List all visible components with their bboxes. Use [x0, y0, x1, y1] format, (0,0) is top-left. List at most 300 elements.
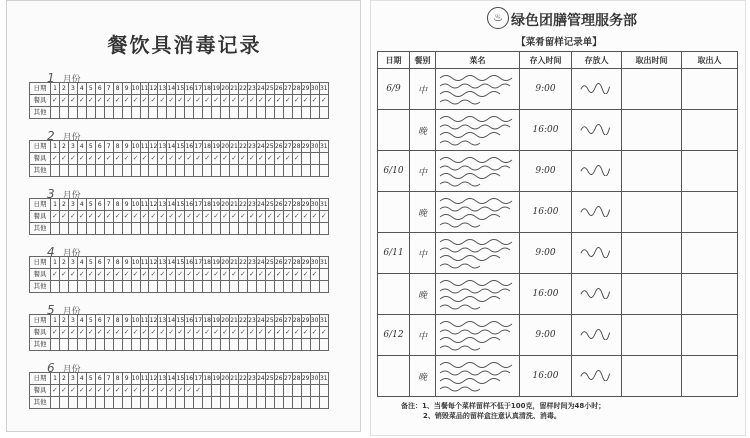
table-row [378, 274, 738, 315]
tick-cell [176, 153, 185, 165]
other-cell [247, 107, 256, 119]
tick-cell [122, 153, 131, 165]
day-number: 16 [185, 315, 194, 327]
day-number: 7 [104, 257, 113, 269]
check-mark-icon: ✓ [311, 212, 318, 220]
day-number: 10 [131, 373, 140, 385]
other-cell [274, 397, 283, 409]
day-number: 12 [149, 257, 158, 269]
month-number: 1 [47, 71, 55, 85]
row-label: 餐具 [30, 269, 51, 281]
check-mark-icon: ✓ [123, 386, 130, 394]
day-number: 8 [113, 373, 122, 385]
check-mark-icon: ✓ [96, 212, 103, 220]
tick-cell [274, 269, 283, 281]
check-mark-icon: ✓ [52, 328, 58, 336]
tick-cell [149, 153, 158, 165]
other-cell [122, 223, 131, 235]
grid-row [30, 165, 329, 177]
taker-cell [682, 274, 738, 315]
check-mark-icon: ✓ [159, 154, 166, 162]
other-cell [113, 281, 122, 293]
tick-cell [68, 153, 77, 165]
tick-cell [158, 327, 167, 339]
day-number: 22 [239, 257, 248, 269]
other-cell [86, 107, 95, 119]
check-mark-icon: ✓ [240, 212, 246, 220]
date-cell [378, 274, 410, 315]
check-mark-icon: ✓ [132, 154, 139, 162]
time-out-cell [622, 315, 682, 356]
tick-cell [301, 95, 310, 107]
tick-cell [274, 95, 283, 107]
tick-cell [131, 269, 140, 281]
other-cell [265, 223, 274, 235]
other-cell [167, 339, 176, 351]
tick-cell [230, 269, 239, 281]
dish-name-cell [436, 192, 520, 233]
day-number: 22 [239, 373, 248, 385]
grid-row [30, 83, 329, 95]
check-mark-icon: ✓ [293, 328, 300, 336]
tick-cell [212, 95, 221, 107]
other-cell [149, 107, 158, 119]
tick-cell [194, 385, 203, 397]
other-cell [212, 165, 221, 177]
check-mark-icon: ✓ [52, 96, 58, 104]
other-cell [203, 397, 212, 409]
tick-cell [221, 327, 230, 339]
check-mark-icon: ✓ [284, 212, 291, 220]
check-mark-icon: ✓ [249, 96, 255, 104]
other-cell [149, 397, 158, 409]
other-cell [185, 281, 194, 293]
check-mark-icon: ✓ [186, 386, 193, 394]
day-number: 13 [158, 373, 167, 385]
day-number: 22 [239, 141, 248, 153]
tick-cell [131, 95, 140, 107]
tick-cell [167, 327, 176, 339]
note-line: 2、销毁菜品的留样盒注意认真清洗、消毒。 [423, 412, 561, 420]
other-cell [319, 339, 328, 351]
tick-cell [185, 95, 194, 107]
check-mark-icon: ✓ [275, 154, 282, 162]
other-cell [77, 223, 86, 235]
other-cell [239, 107, 248, 119]
time-in-cell: 9:00 [520, 69, 572, 110]
time-out-cell [622, 192, 682, 233]
taker-cell [682, 192, 738, 233]
month-suffix: 月份 [62, 365, 81, 375]
form-notes [401, 401, 605, 421]
tick-cell [194, 327, 203, 339]
storer-cell [572, 151, 622, 192]
day-number: 8 [113, 199, 122, 211]
check-mark-icon: ✓ [87, 386, 94, 394]
day-number: 6 [95, 141, 104, 153]
time-out-cell [622, 151, 682, 192]
day-number: 2 [59, 199, 68, 211]
other-cell [185, 165, 194, 177]
storer-cell [572, 274, 622, 315]
check-mark-icon: ✓ [159, 386, 166, 394]
other-cell [292, 339, 301, 351]
month-suffix: 月份 [62, 249, 81, 259]
other-cell [274, 339, 283, 351]
check-mark-icon: ✓ [78, 386, 85, 394]
other-cell [319, 107, 328, 119]
other-cell [212, 107, 221, 119]
column-header: 存入时间 [520, 52, 572, 69]
other-cell [140, 339, 149, 351]
check-mark-icon: ✓ [302, 270, 309, 278]
other-cell [221, 281, 230, 293]
day-number: 19 [212, 199, 221, 211]
other-cell [247, 339, 256, 351]
other-cell [194, 223, 203, 235]
day-number: 4 [77, 373, 86, 385]
day-number: 24 [256, 315, 265, 327]
day-number: 6 [95, 199, 104, 211]
check-mark-icon: ✓ [257, 328, 264, 336]
tick-cell [239, 211, 248, 223]
day-number: 25 [265, 373, 274, 385]
other-cell [113, 339, 122, 351]
other-cell [310, 107, 319, 119]
day-number: 30 [310, 257, 319, 269]
day-number: 26 [274, 257, 283, 269]
check-mark-icon: ✓ [213, 154, 220, 162]
other-cell [239, 165, 248, 177]
check-mark-icon: ✓ [132, 96, 139, 104]
date-cell: 6/9 [378, 69, 410, 110]
storer-cell [572, 356, 622, 397]
check-mark-icon: ✓ [186, 154, 193, 162]
other-cell [113, 107, 122, 119]
tick-cell [221, 385, 230, 397]
day-number: 27 [283, 199, 292, 211]
other-cell [239, 397, 248, 409]
check-mark-icon: ✓ [249, 270, 255, 278]
tick-cell [221, 211, 230, 223]
day-number: 13 [158, 141, 167, 153]
tick-cell [140, 95, 149, 107]
check-mark-icon: ✓ [213, 96, 220, 104]
check-mark-icon: ✓ [52, 386, 58, 394]
other-cell [59, 165, 68, 177]
handwriting-scribble [438, 72, 516, 106]
other-cell [221, 107, 230, 119]
check-mark-icon: ✓ [177, 328, 184, 336]
tick-cell [283, 211, 292, 223]
check-mark-icon: ✓ [114, 212, 121, 220]
day-number: 21 [230, 83, 239, 95]
other-cell [194, 107, 203, 119]
tick-cell [149, 269, 158, 281]
day-number: 19 [212, 315, 221, 327]
check-mark-icon: ✓ [284, 270, 291, 278]
row-label: 餐具 [30, 385, 51, 397]
check-mark-icon: ✓ [266, 154, 273, 162]
day-number: 18 [203, 373, 212, 385]
tick-cell [59, 153, 68, 165]
check-mark-icon: ✓ [302, 212, 309, 220]
check-mark-icon: ✓ [123, 96, 130, 104]
tick-cell [140, 153, 149, 165]
time-in-cell: 16:00 [520, 110, 572, 151]
day-number: 24 [256, 373, 265, 385]
check-mark-icon: ✓ [293, 154, 300, 162]
dish-name-cell [436, 233, 520, 274]
check-mark-icon: ✓ [141, 270, 148, 278]
other-cell [319, 223, 328, 235]
other-cell [319, 165, 328, 177]
day-number: 20 [221, 83, 230, 95]
tick-cell [203, 269, 212, 281]
taker-cell [682, 233, 738, 274]
department-title: 绿色团膳管理服务部 [511, 13, 637, 29]
tick-cell [77, 211, 86, 223]
other-cell [158, 281, 167, 293]
check-mark-icon: ✓ [123, 328, 130, 336]
tick-cell [230, 211, 239, 223]
grid-row [30, 95, 329, 107]
day-number: 7 [104, 83, 113, 95]
other-cell [230, 165, 239, 177]
tick-cell [203, 211, 212, 223]
day-number: 9 [122, 199, 131, 211]
day-number: 7 [104, 373, 113, 385]
check-mark-icon: ✓ [186, 270, 193, 278]
other-cell [86, 165, 95, 177]
other-cell [230, 107, 239, 119]
time-in-cell: 9:00 [520, 233, 572, 274]
other-cell [319, 281, 328, 293]
check-mark-icon: ✓ [240, 154, 246, 162]
tick-cell [59, 269, 68, 281]
tick-cell [319, 153, 328, 165]
other-cell [265, 165, 274, 177]
handwriting-scribble [438, 154, 516, 188]
day-number: 7 [104, 141, 113, 153]
day-number: 31 [319, 199, 328, 211]
check-mark-icon: ✓ [132, 212, 139, 220]
other-cell [283, 107, 292, 119]
check-mark-icon: ✓ [132, 270, 139, 278]
table-row [378, 192, 738, 233]
day-number: 6 [95, 373, 104, 385]
check-mark-icon: ✓ [168, 270, 175, 278]
tick-cell [283, 385, 292, 397]
tick-cell [239, 327, 248, 339]
check-mark-icon: ✓ [231, 328, 237, 336]
other-cell [95, 107, 104, 119]
tick-cell [51, 211, 60, 223]
day-number: 17 [194, 83, 203, 95]
grid-row [30, 107, 329, 119]
day-number: 11 [140, 83, 149, 95]
date-cell [378, 110, 410, 151]
day-number: 9 [122, 315, 131, 327]
day-number: 20 [221, 199, 230, 211]
day-number: 20 [221, 257, 230, 269]
day-number: 26 [274, 199, 283, 211]
day-number: 22 [239, 83, 248, 95]
tick-cell [256, 385, 265, 397]
grid-row [30, 281, 329, 293]
other-cell [77, 339, 86, 351]
day-number: 23 [247, 83, 256, 95]
other-cell [176, 223, 185, 235]
day-number: 29 [301, 315, 310, 327]
tick-cell [59, 327, 68, 339]
tick-cell [230, 327, 239, 339]
other-cell [221, 223, 230, 235]
day-number: 12 [149, 373, 158, 385]
day-number: 25 [265, 141, 274, 153]
tick-cell [247, 269, 256, 281]
check-mark-icon: ✓ [240, 328, 246, 336]
check-mark-icon: ✓ [105, 96, 112, 104]
tick-cell [167, 211, 176, 223]
month-grid [29, 314, 329, 351]
day-number: 18 [203, 315, 212, 327]
taker-cell [682, 69, 738, 110]
tick-cell [113, 385, 122, 397]
other-cell [310, 281, 319, 293]
tick-cell [77, 269, 86, 281]
other-cell [301, 107, 310, 119]
tick-cell [140, 327, 149, 339]
tick-cell [104, 95, 113, 107]
day-number: 23 [247, 373, 256, 385]
tick-cell [319, 211, 328, 223]
time-out-cell [622, 110, 682, 151]
check-mark-icon: ✓ [141, 212, 148, 220]
day-number: 28 [292, 315, 301, 327]
other-cell [95, 397, 104, 409]
row-label: 日期 [30, 257, 51, 269]
other-cell [230, 281, 239, 293]
grid-row [30, 269, 329, 281]
month-grid [29, 82, 329, 119]
other-cell [283, 165, 292, 177]
day-number: 9 [122, 373, 131, 385]
tick-cell [113, 269, 122, 281]
other-cell [256, 339, 265, 351]
tick-cell [68, 211, 77, 223]
day-number: 7 [104, 315, 113, 327]
check-mark-icon: ✓ [87, 328, 94, 336]
tick-cell [95, 211, 104, 223]
tick-cell [310, 269, 319, 281]
day-number: 12 [149, 83, 158, 95]
other-cell [122, 397, 131, 409]
tick-cell [167, 269, 176, 281]
other-cell [167, 397, 176, 409]
grid-row [30, 385, 329, 397]
tick-cell [283, 269, 292, 281]
check-mark-icon: ✓ [204, 212, 211, 220]
check-mark-icon: ✓ [150, 386, 157, 394]
day-number: 18 [203, 257, 212, 269]
check-mark-icon: ✓ [186, 212, 193, 220]
day-number: 4 [77, 257, 86, 269]
other-cell [230, 339, 239, 351]
check-mark-icon: ✓ [69, 96, 76, 104]
meal-cell: 中 [410, 151, 436, 192]
check-mark-icon: ✓ [266, 212, 273, 220]
other-cell [158, 107, 167, 119]
tick-cell [113, 327, 122, 339]
day-number: 8 [113, 141, 122, 153]
tick-cell [292, 269, 301, 281]
other-cell [203, 223, 212, 235]
check-mark-icon: ✓ [105, 386, 112, 394]
day-number: 30 [310, 373, 319, 385]
other-cell [51, 165, 60, 177]
day-number: 15 [176, 257, 185, 269]
day-number: 11 [140, 199, 149, 211]
tick-cell [51, 269, 60, 281]
other-cell [212, 223, 221, 235]
check-mark-icon: ✓ [96, 270, 103, 278]
day-number: 29 [301, 83, 310, 95]
tick-cell [113, 153, 122, 165]
day-number: 13 [158, 315, 167, 327]
storer-cell [572, 315, 622, 356]
tick-cell [86, 385, 95, 397]
day-number: 1 [51, 199, 60, 211]
tick-cell [104, 385, 113, 397]
tick-cell [122, 385, 131, 397]
tick-cell [203, 327, 212, 339]
day-number: 25 [265, 199, 274, 211]
other-cell [239, 281, 248, 293]
day-number: 22 [239, 199, 248, 211]
other-cell [247, 281, 256, 293]
tick-cell [122, 327, 131, 339]
other-cell [104, 223, 113, 235]
tick-cell [131, 327, 140, 339]
tick-cell [310, 153, 319, 165]
check-mark-icon: ✓ [150, 328, 157, 336]
other-cell [203, 107, 212, 119]
month-number: 6 [47, 361, 55, 375]
check-mark-icon: ✓ [275, 96, 282, 104]
tick-cell [185, 327, 194, 339]
tick-cell [247, 385, 256, 397]
other-cell [292, 281, 301, 293]
other-cell [185, 339, 194, 351]
column-header: 菜名 [436, 52, 520, 69]
other-cell [122, 339, 131, 351]
other-cell [122, 107, 131, 119]
other-cell [301, 397, 310, 409]
grid-row [30, 223, 329, 235]
other-cell [131, 107, 140, 119]
day-number: 19 [212, 141, 221, 153]
handwriting-scribble [438, 113, 516, 147]
other-cell [212, 339, 221, 351]
check-mark-icon: ✓ [257, 270, 264, 278]
other-cell [283, 397, 292, 409]
check-mark-icon: ✓ [177, 386, 184, 394]
tick-cell [301, 385, 310, 397]
other-cell [283, 223, 292, 235]
signature-scribble [579, 81, 615, 94]
signature-scribble [579, 204, 615, 217]
